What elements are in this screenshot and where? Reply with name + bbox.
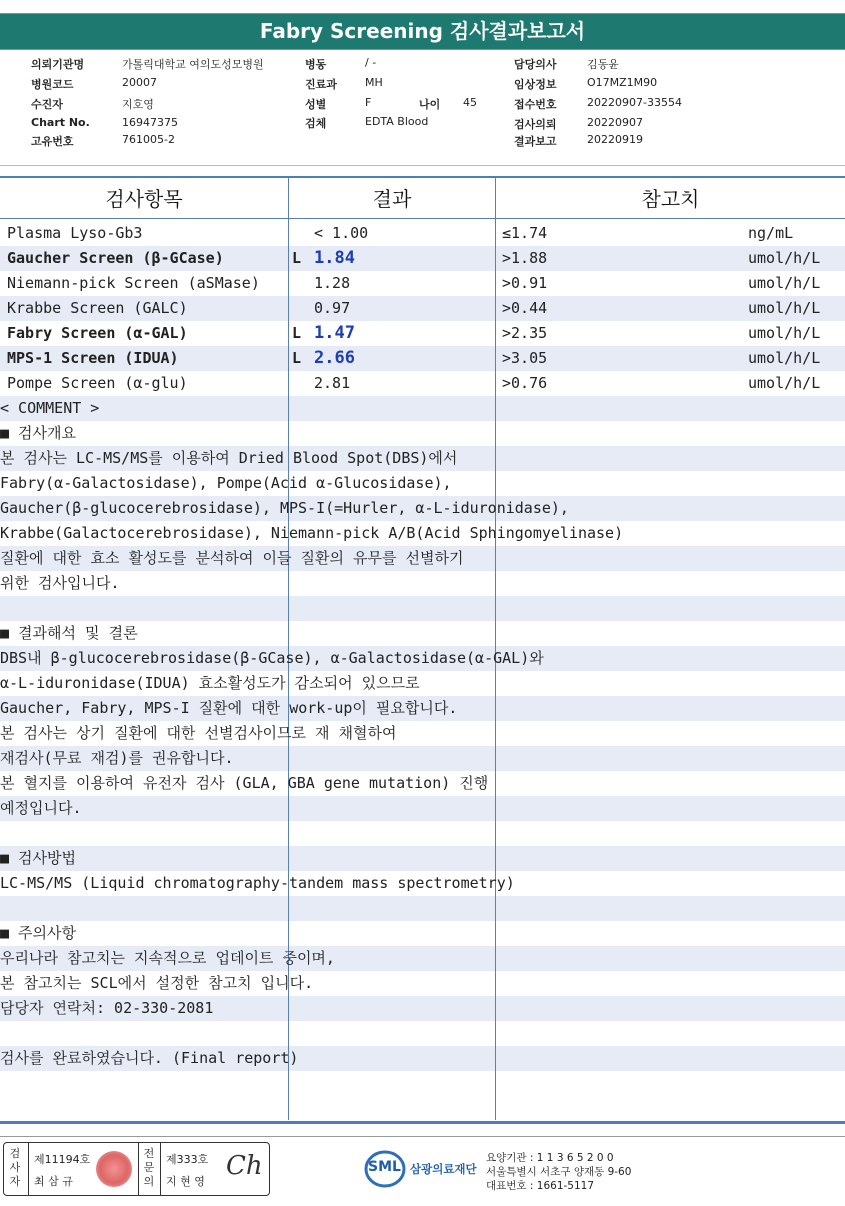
comment-line: ■ 결과해석 및 결론	[0, 624, 138, 642]
info-value: 20220907-33554	[587, 96, 682, 109]
info-label: 담당의사	[514, 58, 557, 71]
info-label: 의뢰기관명	[31, 58, 85, 71]
info-value: F	[365, 96, 372, 109]
reference-range: >0.91	[502, 274, 548, 292]
info-label: 병원코드	[31, 78, 74, 91]
info-label: 결과보고	[514, 135, 557, 148]
report-title: Fabry Screening 검사결과보고서	[0, 13, 845, 50]
info-value: O17MZ1M90	[587, 76, 658, 89]
org-phone: 대표번호 : 1661-5117	[486, 1180, 595, 1192]
info-label: 병동	[305, 58, 327, 71]
info-value: 20220919	[587, 133, 643, 146]
logo-text: SML	[368, 1159, 401, 1175]
examiner-number: 제11194호	[34, 1153, 91, 1166]
header-result: 결과	[372, 187, 412, 211]
info-value: 지호영	[122, 98, 154, 111]
info-value: 20220907	[587, 116, 643, 129]
low-flag: L	[292, 324, 302, 342]
comment-line: 우리나라 참고치는 지속적으로 업데이트 중이며,	[0, 949, 335, 967]
test-item: MPS-1 Screen (IDUA)	[7, 349, 179, 367]
test-item: Niemann-pick Screen (aSMase)	[7, 274, 260, 292]
unit: umol/h/L	[748, 249, 821, 267]
comment-line: DBS내 β-glucocerebrosidase(β-GCase), α-Galactosidase(α-GAL)와	[0, 649, 544, 667]
test-result: 2.81	[314, 374, 351, 392]
info-label: 진료과	[305, 78, 337, 91]
org-address: 서울특별시 서초구 양재동 9-60	[486, 1166, 632, 1178]
unit: umol/h/L	[748, 374, 821, 392]
reference-range: >3.05	[502, 349, 548, 367]
header-item: 검사항목	[105, 187, 183, 211]
info-label: 수진자	[31, 98, 63, 111]
specialist-label: 전문의	[143, 1147, 155, 1188]
unit: umol/h/L	[748, 324, 821, 342]
comment-line: Fabry(α-Galactosidase), Pompe(Acid α-Glucosidase),	[0, 474, 452, 492]
reference-range: >0.76	[502, 374, 548, 392]
info-label: 임상정보	[514, 78, 557, 91]
org-code: 요양기관 : 1 1 3 6 5 2 0 0	[486, 1152, 614, 1164]
comment-line: ■ 검사개요	[0, 424, 77, 442]
age-value: 45	[463, 96, 477, 109]
info-value: 김동윤	[587, 58, 619, 71]
info-label: 고유번호	[31, 135, 74, 148]
reference-range: >1.88	[502, 249, 548, 267]
test-item: Krabbe Screen (GALC)	[7, 299, 188, 317]
info-label: 성별	[305, 98, 327, 111]
examiner-label: 검사자	[9, 1147, 21, 1188]
low-flag: L	[292, 249, 302, 267]
test-result: 1.47	[314, 323, 355, 343]
test-item: Plasma Lyso-Gb3	[7, 224, 143, 242]
comment-line: 본 검사는 상기 질환에 대한 선별검사이므로 재 채혈하여	[0, 724, 397, 742]
org-name: 삼광의료재단	[410, 1162, 477, 1176]
reference-range: ≤1.74	[502, 224, 548, 242]
signature: Ch	[226, 1151, 263, 1181]
test-item: Gaucher Screen (β-GCase)	[7, 249, 224, 267]
info-label: 검체	[305, 117, 327, 130]
examiner-name: 최 삼 규	[34, 1175, 73, 1188]
divider	[0, 165, 845, 166]
info-label: Chart No.	[31, 116, 90, 129]
test-result: 2.66	[314, 348, 355, 368]
box-divider	[138, 1143, 139, 1195]
comment-line: Krabbe(Galactocerebrosidase), Niemann-pick A/B(Acid Sphingomyelinase)	[0, 524, 624, 542]
info-value: / -	[365, 56, 377, 69]
comment-line: 검사를 완료하였습니다. (Final report)	[0, 1049, 299, 1067]
test-item: Fabry Screen (α-GAL)	[7, 324, 188, 342]
unit: umol/h/L	[748, 274, 821, 292]
low-flag: L	[292, 349, 302, 367]
info-value: EDTA Blood	[365, 115, 429, 128]
test-result: 1.84	[314, 248, 355, 268]
unit: umol/h/L	[748, 299, 821, 317]
signature-box	[3, 1142, 270, 1196]
header-divider	[0, 218, 845, 219]
comment-line: < COMMENT >	[0, 399, 100, 417]
reference-range: >0.44	[502, 299, 548, 317]
comment-line: 예정입니다.	[0, 799, 82, 817]
test-item: Pompe Screen (α-glu)	[7, 374, 188, 392]
comment-line: ■ 검사방법	[0, 849, 77, 867]
box-divider	[28, 1143, 29, 1195]
comment-line: LC-MS/MS (Liquid chromatography-tandem mass spectrometry)	[0, 874, 515, 892]
comment-line: 재검사(무료 재검)를 권유합니다.	[0, 749, 234, 767]
info-value: 761005-2	[122, 133, 175, 146]
comment-line: 질환에 대한 효소 활성도를 분석하여 이들 질환의 유무를 선별하기	[0, 549, 464, 567]
info-value: 가톨릭대학교 여의도성모병원	[122, 58, 264, 71]
header-reference: 참고치	[641, 187, 700, 211]
info-value: 16947375	[122, 116, 178, 129]
comment-line: Gaucher(β-glucocerebrosidase), MPS-I(=Hurler, α-L-iduronidase),	[0, 499, 569, 517]
comment-line: 담당자 연락처: 02-330-2081	[0, 999, 214, 1017]
unit: ng/mL	[748, 224, 794, 242]
comment-line: 본 검사는 LC-MS/MS를 이용하여 Dried Blood Spot(DBS)에서	[0, 449, 458, 467]
comment-line: 위한 검사입니다.	[0, 574, 120, 592]
footer-divider	[0, 1136, 845, 1137]
age-label: 나이	[419, 98, 441, 111]
specialist-name: 지 현 영	[166, 1175, 205, 1188]
info-label: 접수번호	[514, 98, 557, 111]
test-result: < 1.00	[314, 224, 369, 242]
box-divider	[160, 1143, 161, 1195]
comment-line: 본 혈지를 이용하여 유전자 검사 (GLA, GBA gene mutation) 진행	[0, 774, 489, 792]
seal-stamp	[96, 1151, 132, 1187]
comment-line: 본 참고치는 SCL에서 설정한 참고치 입니다.	[0, 974, 314, 992]
specialist-number: 제333호	[166, 1153, 209, 1166]
test-result: 1.28	[314, 274, 351, 292]
comment-line: ■ 주의사항	[0, 924, 77, 942]
test-result: 0.97	[314, 299, 351, 317]
comment-line: α-L-iduronidase(IDUA) 효소활성도가 감소되어 있으므로	[0, 674, 420, 692]
info-label: 검사의뢰	[514, 118, 557, 131]
info-value: MH	[365, 76, 383, 89]
info-value: 20007	[122, 76, 157, 89]
reference-range: >2.35	[502, 324, 548, 342]
unit: umol/h/L	[748, 349, 821, 367]
comment-line: Gaucher, Fabry, MPS-I 질환에 대한 work-up이 필요합니다.	[0, 699, 458, 717]
